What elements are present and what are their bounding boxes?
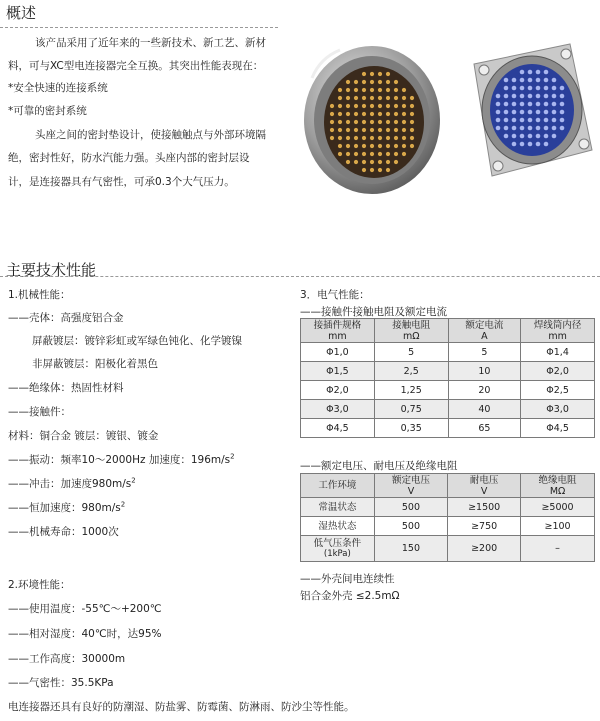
table-header-row	[301, 474, 595, 498]
table-cell: Φ2,0	[301, 381, 375, 400]
overview-title: 概述	[6, 4, 37, 22]
table-cell: 湿热状态	[301, 517, 375, 536]
table-cell: Φ3,0	[301, 400, 375, 419]
connector-pin	[370, 120, 374, 124]
connector-pin	[410, 128, 414, 132]
env-footer-note: 电连接器还具有良好的防潮湿、防盐雾、防霉菌、防淋雨、防沙尘等性能。	[8, 701, 355, 713]
connector-pin	[386, 120, 390, 124]
connector-pin	[378, 128, 382, 132]
connector-pin	[544, 126, 549, 131]
connector-pin	[378, 72, 382, 76]
table-cell: 500	[374, 498, 447, 517]
table-cell: ≥100	[521, 517, 595, 536]
voltage-insulation-table	[300, 473, 595, 562]
connector-pin	[512, 134, 517, 139]
connector-pin	[544, 110, 549, 115]
table-header-cell: 耐电压 V	[448, 474, 521, 498]
connector-pin	[520, 102, 525, 107]
connector-pin	[402, 96, 406, 100]
overview-para2-line3: 计，是连接器具有气密性，可承0.3个大气压力。	[8, 176, 235, 188]
table-cell: 20	[448, 381, 521, 400]
connector-pin	[362, 104, 366, 108]
connector-pin	[512, 86, 517, 91]
connector-pin	[496, 118, 501, 123]
connector-pin	[504, 110, 509, 115]
connector-pin	[410, 120, 414, 124]
connector-pin	[536, 94, 541, 99]
connector-pin	[496, 102, 501, 107]
connector-pin	[386, 96, 390, 100]
connector-pin	[346, 104, 350, 108]
table-cell: Φ1,0	[301, 343, 375, 362]
connector-pin	[552, 78, 557, 83]
connector-pin	[552, 110, 557, 115]
connector-pin	[386, 112, 390, 116]
connector-pin	[520, 118, 525, 123]
connector-pin	[528, 142, 533, 147]
connector-pin	[378, 88, 382, 92]
table-cell: 65	[448, 419, 521, 438]
connector-pin	[512, 126, 517, 131]
connector-pin	[394, 160, 398, 164]
connector-pin	[504, 86, 509, 91]
connector-pin	[504, 102, 509, 107]
connector-pin	[362, 96, 366, 100]
overview-para1-line2: 料，可与XC型电连接器完全互换。其突出性能表现在：	[8, 60, 264, 72]
mech-nonshield-plating: 非屏蔽镀层：阳极化着黑色	[32, 358, 158, 370]
connector-pin	[544, 142, 549, 147]
connector-pin	[402, 136, 406, 140]
connector-pin	[378, 104, 382, 108]
connector-pin	[378, 152, 382, 156]
env-title: 2.环境性能：	[8, 579, 71, 591]
table-header-row	[301, 319, 595, 343]
connector-pin	[528, 102, 533, 107]
connector-pin	[496, 94, 501, 99]
connector-pin	[504, 134, 509, 139]
connector-pin	[346, 112, 350, 116]
connector-pin	[528, 86, 533, 91]
connector-pin	[354, 120, 358, 124]
overview-divider	[0, 27, 278, 28]
connector-pin	[544, 78, 549, 83]
table-cell: 1,25	[374, 381, 448, 400]
connector-pin	[370, 168, 374, 172]
table-cell: 5	[448, 343, 521, 362]
connector-pin	[362, 168, 366, 172]
connector-pin	[354, 88, 358, 92]
table-cell: Φ1,4	[521, 343, 595, 362]
connector-pin	[362, 160, 366, 164]
connector-pin	[512, 142, 517, 147]
connector-pin	[362, 112, 366, 116]
connector-pin	[394, 144, 398, 148]
connector-pin	[560, 94, 565, 99]
connector-pin	[370, 80, 374, 84]
table-row	[301, 362, 595, 381]
connector-pin	[338, 88, 342, 92]
connector-pin	[362, 128, 366, 132]
table-cell: 150	[374, 536, 447, 562]
connector-pin	[386, 136, 390, 140]
connector-pin	[394, 136, 398, 140]
connector-pin	[552, 134, 557, 139]
table-row	[301, 419, 595, 438]
connector-pin	[402, 104, 406, 108]
connector-pin	[362, 136, 366, 140]
connector-pin	[552, 118, 557, 123]
connector-pin	[354, 104, 358, 108]
contact-resistance-table	[300, 318, 595, 438]
connector-pin	[544, 118, 549, 123]
connector-pin	[512, 110, 517, 115]
table-row	[301, 498, 595, 517]
connector-pin	[496, 110, 501, 115]
table-header-cell: 接触电阻 mΩ	[374, 319, 448, 343]
connector-pin	[544, 94, 549, 99]
connector-pin	[536, 86, 541, 91]
connector-pin	[330, 136, 334, 140]
connector-pin	[370, 112, 374, 116]
connector-pin	[394, 120, 398, 124]
connector-pin	[378, 112, 382, 116]
elec-title: 3．电气性能：	[300, 289, 370, 301]
connector-pin	[528, 110, 533, 115]
connector-pin	[346, 136, 350, 140]
connector-pin	[370, 152, 374, 156]
connector-pin	[370, 88, 374, 92]
connector-pin	[560, 126, 565, 131]
connector-pin	[346, 80, 350, 84]
connector-pin	[386, 104, 390, 108]
table-header-cell: 接插件规格 mm	[301, 319, 375, 343]
mech-title: 1.机械性能：	[8, 289, 71, 301]
connector-pin	[386, 168, 390, 172]
connector-pin	[362, 88, 366, 92]
overview-para1-line1: 该产品采用了近年来的一些新技术、新工艺、新材	[35, 37, 266, 49]
table-cell: 500	[374, 517, 447, 536]
connector-pin	[528, 118, 533, 123]
table-row	[301, 517, 595, 536]
connector-pin	[402, 120, 406, 124]
connector-pin	[552, 94, 557, 99]
connector-pin	[386, 88, 390, 92]
connector-pin	[346, 152, 350, 156]
table-cell: 5	[374, 343, 448, 362]
connector-pin	[504, 126, 509, 131]
connector-pin	[536, 102, 541, 107]
connector-pin	[410, 104, 414, 108]
connector-pin	[504, 78, 509, 83]
connector-pin	[362, 144, 366, 148]
connector-pin	[528, 94, 533, 99]
table-row	[301, 343, 595, 362]
connector-pin	[410, 112, 414, 116]
table-header-cell: 绝缘电阻 MΩ	[521, 474, 595, 498]
connector-pin	[370, 160, 374, 164]
connector-pin	[394, 104, 398, 108]
table-header-cell: 工作环境	[301, 474, 375, 498]
connector-pin	[378, 160, 382, 164]
connector-pin	[496, 126, 501, 131]
overview-bullet-seal: *可靠的密封系统	[8, 105, 87, 117]
table-cell: Φ2,5	[521, 381, 595, 400]
connector-pin	[354, 128, 358, 132]
connector-pin	[362, 152, 366, 156]
connector-pin	[346, 160, 350, 164]
env-humidity: ——相对湿度：40℃时，达95%	[8, 628, 162, 640]
connector-pin	[378, 144, 382, 148]
connector-pin	[504, 94, 509, 99]
connector-pin	[528, 70, 533, 75]
connector-pin	[354, 152, 358, 156]
connector-pin	[528, 134, 533, 139]
connector-pin	[338, 112, 342, 116]
env-temperature: ——使用温度：-55℃～+200℃	[8, 603, 162, 615]
connector-pin	[536, 118, 541, 123]
connector-pin	[402, 152, 406, 156]
connector-pin	[346, 144, 350, 148]
connector-pin	[520, 94, 525, 99]
env-air-pressure: ——气密性：35.5KPa	[8, 677, 114, 689]
connector-pin	[528, 78, 533, 83]
specs-title: 主要技术性能	[6, 261, 97, 279]
connector-pin	[354, 96, 358, 100]
connector-pin	[536, 126, 541, 131]
connector-pin	[394, 80, 398, 84]
connector-pin	[402, 88, 406, 92]
connector-pin	[394, 88, 398, 92]
connector-pin	[338, 128, 342, 132]
connector-pin	[330, 120, 334, 124]
table-header-cell: 焊线筒内径 mm	[521, 319, 595, 343]
mech-shield-plating: 屏蔽镀层：镀锌彩虹或军绿色钝化、化学镀镍	[32, 335, 242, 347]
connector-pin	[330, 128, 334, 132]
connector-pin	[520, 142, 525, 147]
connector-pin	[378, 168, 382, 172]
connector-pin	[338, 104, 342, 108]
mech-vibration: ——振动：频率10～2000Hz 加速度：$196m/s^2$	[8, 452, 235, 466]
connector-pin	[402, 112, 406, 116]
mech-life: ——机械寿命：1000次	[8, 526, 119, 538]
table-cell: Φ2,0	[521, 362, 595, 381]
connector-pin	[544, 86, 549, 91]
connector-pin	[362, 120, 366, 124]
connector-pin	[512, 102, 517, 107]
connector-pin	[560, 86, 565, 91]
table-row	[301, 381, 595, 400]
connector-pin	[346, 120, 350, 124]
connector-pin	[410, 96, 414, 100]
table-cell: Φ1,5	[301, 362, 375, 381]
connector-pin	[520, 78, 525, 83]
table-cell: Φ4,5	[301, 419, 375, 438]
connector-pin	[394, 128, 398, 132]
mech-shell: ——壳体：高强度铝合金	[8, 312, 124, 324]
connector-pin	[354, 144, 358, 148]
connector-pin	[410, 136, 414, 140]
table-header-cell: 额定电压 V	[374, 474, 447, 498]
elec-table1-caption: ——接触件接触电阻及额定电流	[300, 306, 447, 318]
table-row	[301, 400, 595, 419]
connector-pin	[370, 104, 374, 108]
connector-pin	[378, 80, 382, 84]
table-cell: ≥1500	[448, 498, 521, 517]
connector-pin	[338, 96, 342, 100]
mech-shock: ——冲击：加速度$980m/s^2$	[8, 476, 136, 490]
connector-pin	[378, 96, 382, 100]
connector-pin	[370, 128, 374, 132]
connector-pin	[536, 78, 541, 83]
connector-pin	[544, 134, 549, 139]
connector-pin	[386, 72, 390, 76]
connector-pin	[370, 144, 374, 148]
connector-pin	[536, 134, 541, 139]
connector-pin	[346, 96, 350, 100]
connector-pin	[560, 110, 565, 115]
connector-pin	[544, 70, 549, 75]
table-row	[301, 536, 595, 562]
connector-pin	[402, 144, 406, 148]
connector-pin	[362, 80, 366, 84]
table-cell: Φ3,0	[521, 400, 595, 419]
connector-pin	[402, 128, 406, 132]
elec-continuity-title: ——外壳间电连续性	[300, 573, 395, 585]
connector-pin	[362, 72, 366, 76]
table-cell: ≥200	[448, 536, 521, 562]
connector-pin	[370, 72, 374, 76]
connector-pin	[544, 102, 549, 107]
connector-pin	[386, 144, 390, 148]
mech-const-accel: ——恒加速度：$980m/s^2$	[8, 500, 126, 514]
connector-pin	[370, 96, 374, 100]
connector-pin	[394, 96, 398, 100]
connector-pin	[354, 136, 358, 140]
table-cell: 10	[448, 362, 521, 381]
connector-pin	[536, 142, 541, 147]
connector-pin	[378, 120, 382, 124]
table-cell: Φ4,5	[521, 419, 595, 438]
mech-contact: ——接触件：	[8, 406, 71, 418]
connector-pin	[552, 126, 557, 131]
connector-pin	[338, 144, 342, 148]
connector-pin	[394, 152, 398, 156]
connector-pin	[330, 104, 334, 108]
table-cell: 常温状态	[301, 498, 375, 517]
connector-pin	[370, 136, 374, 140]
connector-pin	[512, 118, 517, 123]
connector-pin	[354, 160, 358, 164]
connector-pin	[386, 128, 390, 132]
mech-material: 材料：铜合金 镀层：镀银、镀金	[8, 430, 159, 442]
connector-pin	[378, 136, 382, 140]
table-cell: 0,75	[374, 400, 448, 419]
table-cell: ≥5000	[521, 498, 595, 517]
table-cell: 低气压条件 (1kPa)	[301, 536, 375, 562]
connector-pin	[528, 126, 533, 131]
connector-pin	[520, 126, 525, 131]
connector-pin	[354, 80, 358, 84]
mech-insulator: ——绝缘体：热固性材料	[8, 382, 124, 394]
connector-pin	[536, 70, 541, 75]
connector-pin	[386, 160, 390, 164]
connector-pin	[560, 118, 565, 123]
connector-pin	[504, 118, 509, 123]
connector-pin	[386, 80, 390, 84]
env-altitude: ——工作高度：30000m	[8, 653, 126, 665]
round-connector-image	[300, 38, 450, 198]
table-cell: 2,5	[374, 362, 448, 381]
connector-pin	[520, 70, 525, 75]
elec-continuity-value: 铝合金外壳 ≤2.5mΩ	[300, 590, 400, 602]
overview-para2-line1: 头座之间的密封垫设计，使接触触点与外部环境隔	[35, 129, 266, 141]
connector-pin	[520, 86, 525, 91]
connector-pin	[346, 88, 350, 92]
elec-table2-caption: ——额定电压、耐电压及绝缘电阻	[300, 460, 458, 472]
connector-pin	[552, 86, 557, 91]
connector-pin	[386, 152, 390, 156]
square-flange-connector-image	[462, 40, 596, 190]
table-header-cell: 额定电流 A	[448, 319, 521, 343]
connector-pin	[520, 110, 525, 115]
connector-pin	[330, 112, 334, 116]
table-cell: –	[521, 536, 595, 562]
connector-pin	[520, 134, 525, 139]
connector-pin	[560, 102, 565, 107]
overview-para2-line2: 绝，密封性好，防水汽能力强。头座内部的密封层设	[8, 152, 250, 164]
connector-pin	[394, 112, 398, 116]
overview-bullet-connection: *安全快速的连接系统	[8, 82, 108, 94]
connector-pin	[338, 120, 342, 124]
connector-pin	[536, 110, 541, 115]
table-cell: ≥750	[448, 517, 521, 536]
connector-pin	[410, 144, 414, 148]
table-cell: 0,35	[374, 419, 448, 438]
connector-pin	[346, 128, 350, 132]
connector-pin	[512, 78, 517, 83]
table-cell: 40	[448, 400, 521, 419]
connector-pin	[338, 136, 342, 140]
connector-pin	[552, 102, 557, 107]
connector-pin	[354, 112, 358, 116]
connector-pin	[512, 94, 517, 99]
connector-pin	[338, 152, 342, 156]
